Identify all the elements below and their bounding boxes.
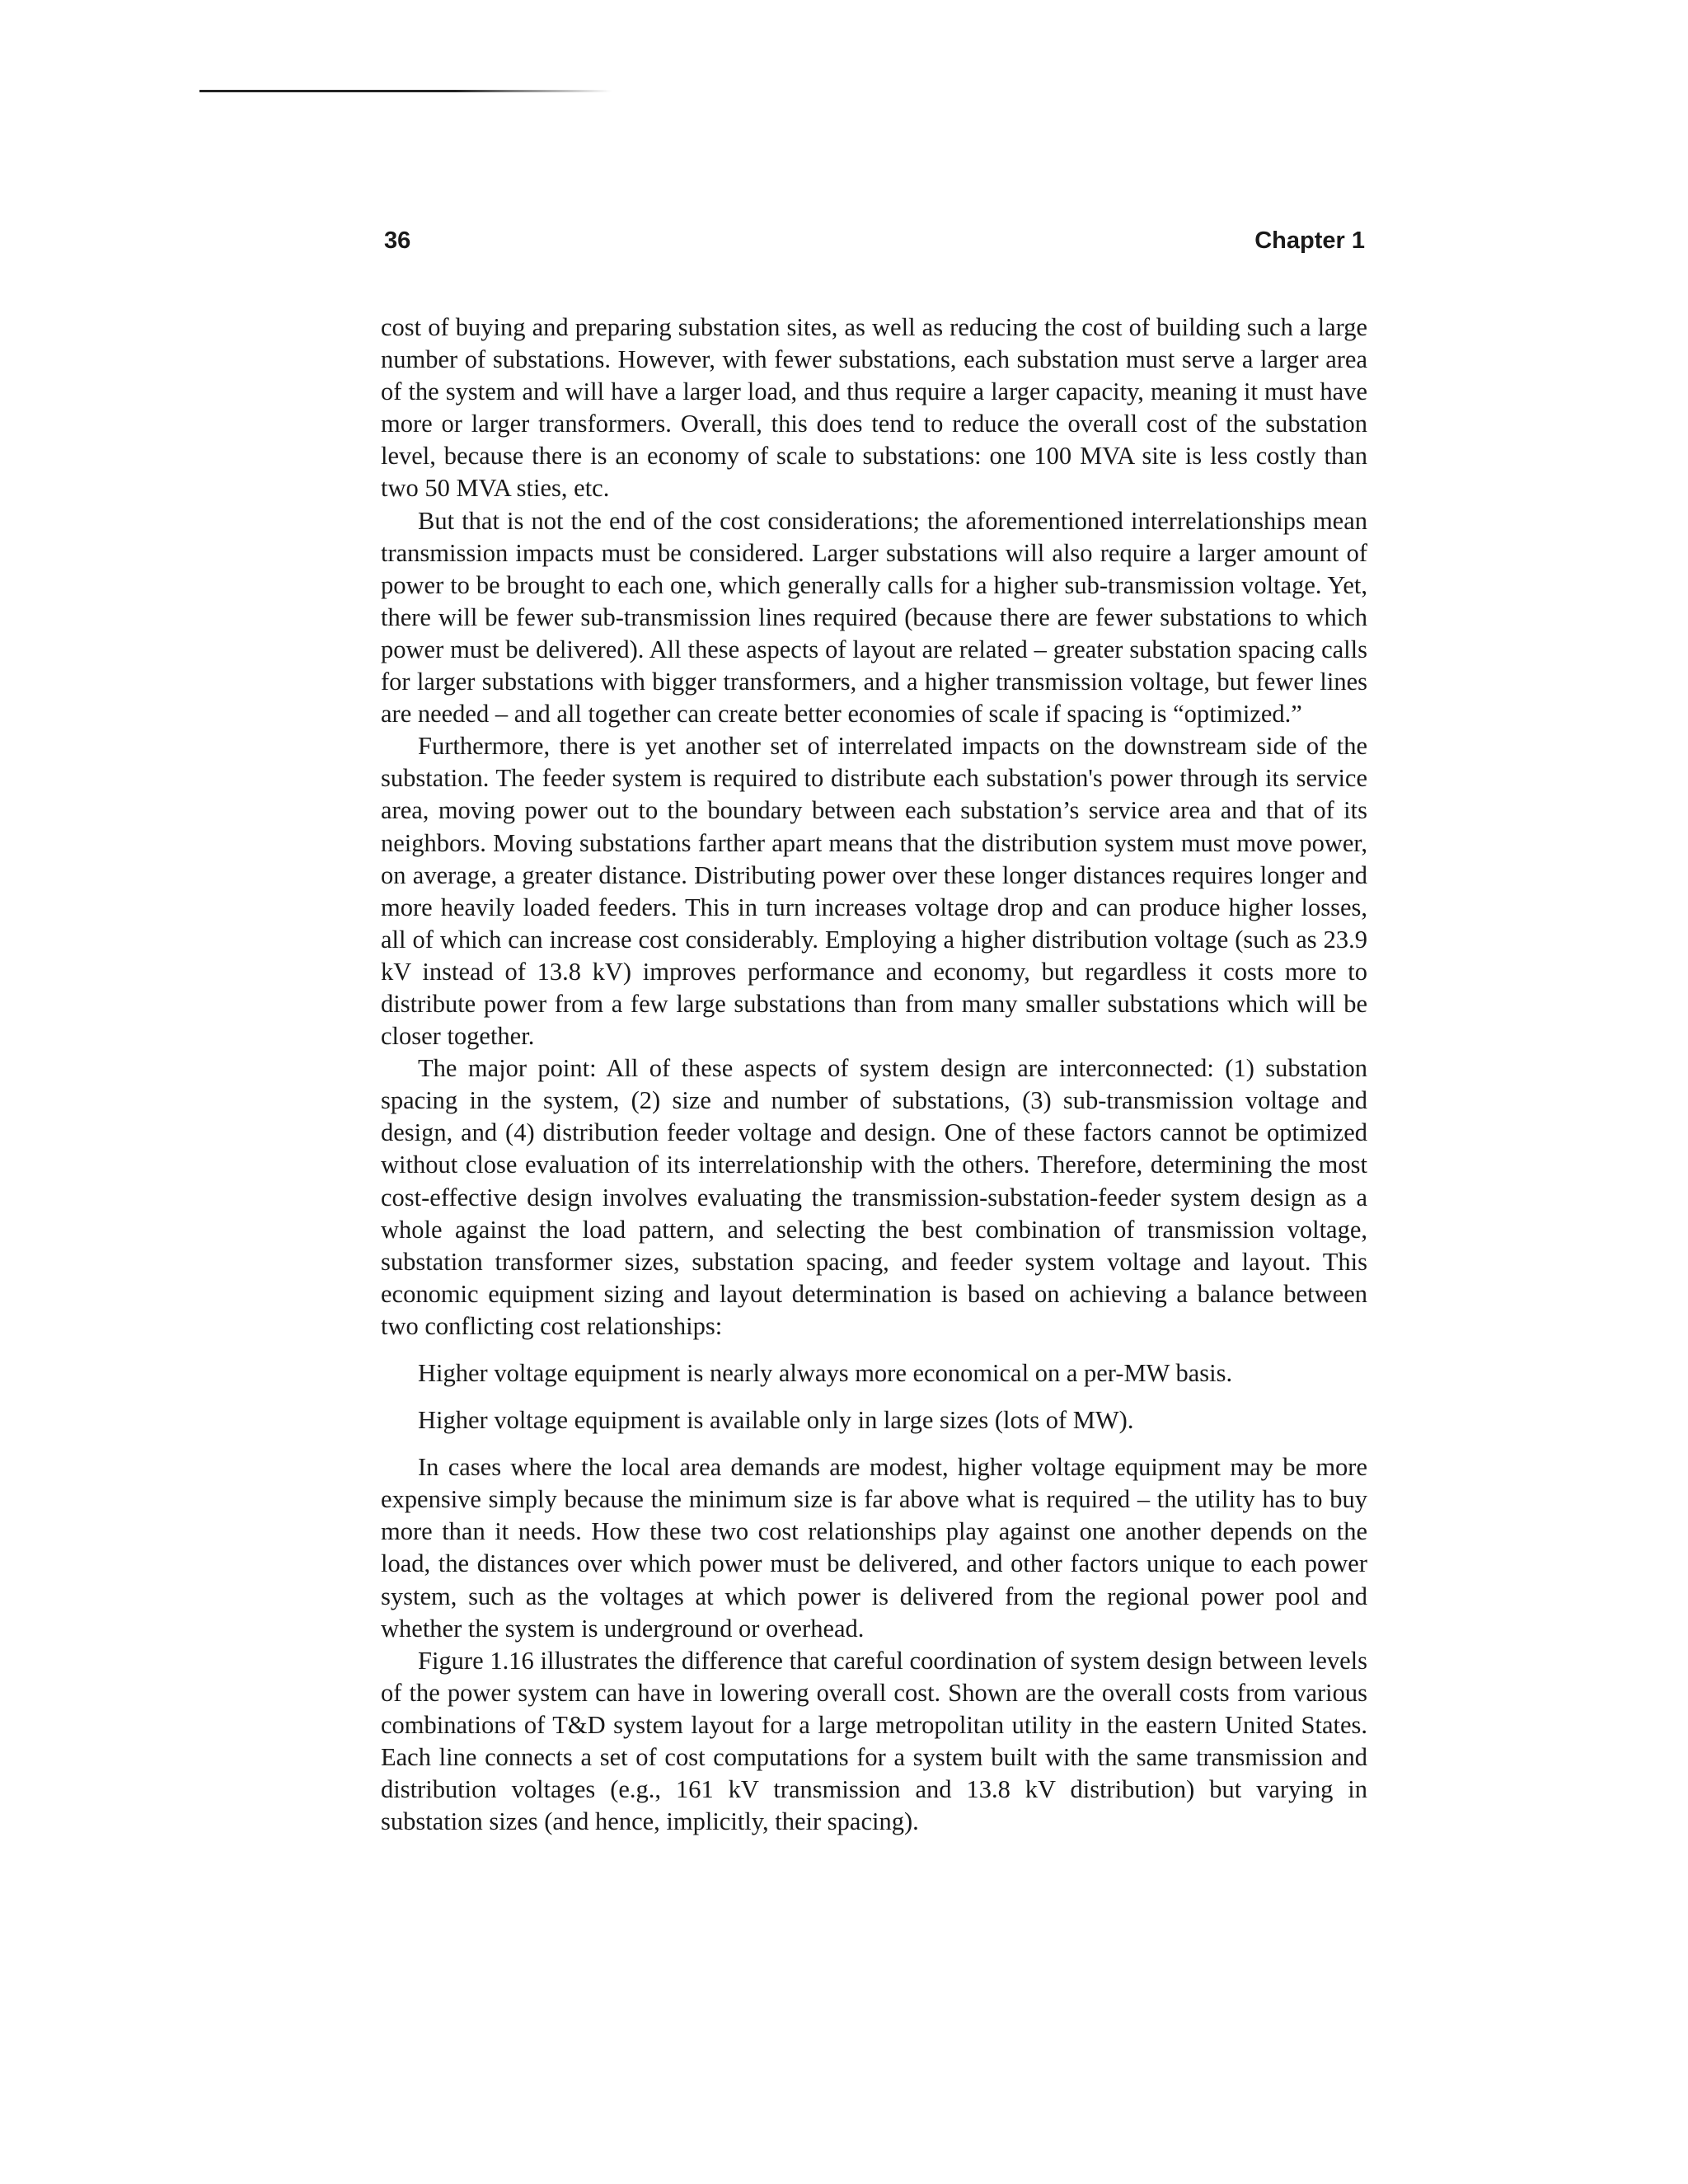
- top-rule: [199, 90, 612, 92]
- paragraph-continuation: cost of buying and preparing substation sites, as well as reducing the cost of building such a large number of substations. However, with fewer substations, each substation must serve a larger area of the system and will have a larger load, and thus require a larger capacity, meaning it must have more or larger transformers. Overall, this does tend to reduce the overall cost of the substation level, because there is an economy of scale to substations: one 100 MVA site is less costly than two 50 MVA sties, etc.: [381, 313, 1367, 503]
- paragraph-major-point: The major point: All of these aspects of system design are interconnected: (1) substation spacing in the system, (2) size and number of substations, (3) sub-transmission voltage and design, and (4) distribution feeder voltage and design. One of these factors cannot be optimized without close evaluation of its interrelationship with the others. Therefore, determining the most cost-effective design involves evaluating the transmission-substation-feeder system design as a whole against the load pattern, and selecting the best combination of transmission voltage, substation transformer sizes, substation spacing, and feeder system voltage and layout. This economic equipment sizing and layout determination is based on achieving a balance between two conflicting cost relationships:: [381, 1054, 1367, 1340]
- paragraph-figure-reference: Figure 1.16 illustrates the difference that careful coordination of system design between levels of the power system can have in lowering overall cost. Shown are the overall costs from various combinations of T&D system layout for a large metropolitan utility in the eastern United States. Each line connects a set of cost computations for a system built with the same transmission and distribution voltages (e.g., 161 kV transmission and 13.8 kV distribution) but varying in substation sizes (and hence, implicitly, their spacing).: [381, 1646, 1367, 1836]
- chapter-label: Chapter 1: [1254, 227, 1365, 254]
- body-text: [381, 312, 1367, 1838]
- paragraph-local-demands: In cases where the local area demands are modest, higher voltage equipment may be more expensive simply because the minimum size is far above what is required – the utility has to buy more than it needs. How these two cost relationships play against one another depends on the load, the distances over which power must be delivered, and other factors unique to each power system, such as the voltages at which power is delivered from the regional power pool and whether the system is underground or overhead.: [381, 1453, 1367, 1643]
- paragraph-cost-considerations: But that is not the end of the cost considerations; the aforementioned interrelationships mean transmission impacts must be considered. Larger substations will also require a larger amount of power to be brought to each one, which generally calls for a higher sub-transmission voltage. Yet, there will be fewer sub-transmission lines required (because there are fewer substations to which power must be delivered). All these aspects of layout are related – greater substation spacing calls for larger substations with bigger transformers, and a higher transmission voltage, but fewer lines are needed – and all together can create better economies of scale if spacing is “optimized.”: [381, 506, 1367, 729]
- relationship-statement-2: Higher voltage equipment is available only in large sizes (lots of MW).: [418, 1406, 1134, 1435]
- relationship-statement-1: Higher voltage equipment is nearly always more economical on a per-MW basis.: [418, 1359, 1233, 1387]
- running-head: [384, 227, 1365, 260]
- paragraph-downstream-impacts: Furthermore, there is yet another set of interrelated impacts on the downstream side of the substation. The feeder system is required to distribute each substation's power through its service area, moving power out to the boundary between each substation’s service area and that of its neighbors. Moving substations farther apart means that the distribution system must move power, on average, a greater distance. Distributing power over these longer distances requires longer and more heavily loaded feeders. This in turn increases voltage drop and can produce higher losses, all of which can increase cost considerably. Employing a higher distribution voltage (such as 23.9 kV instead of 13.8 kV) improves performance and economy, but regardless it costs more to distribute power from a few large substations than from many smaller substations which will be closer together.: [381, 732, 1367, 1051]
- page-number: 36: [384, 227, 411, 254]
